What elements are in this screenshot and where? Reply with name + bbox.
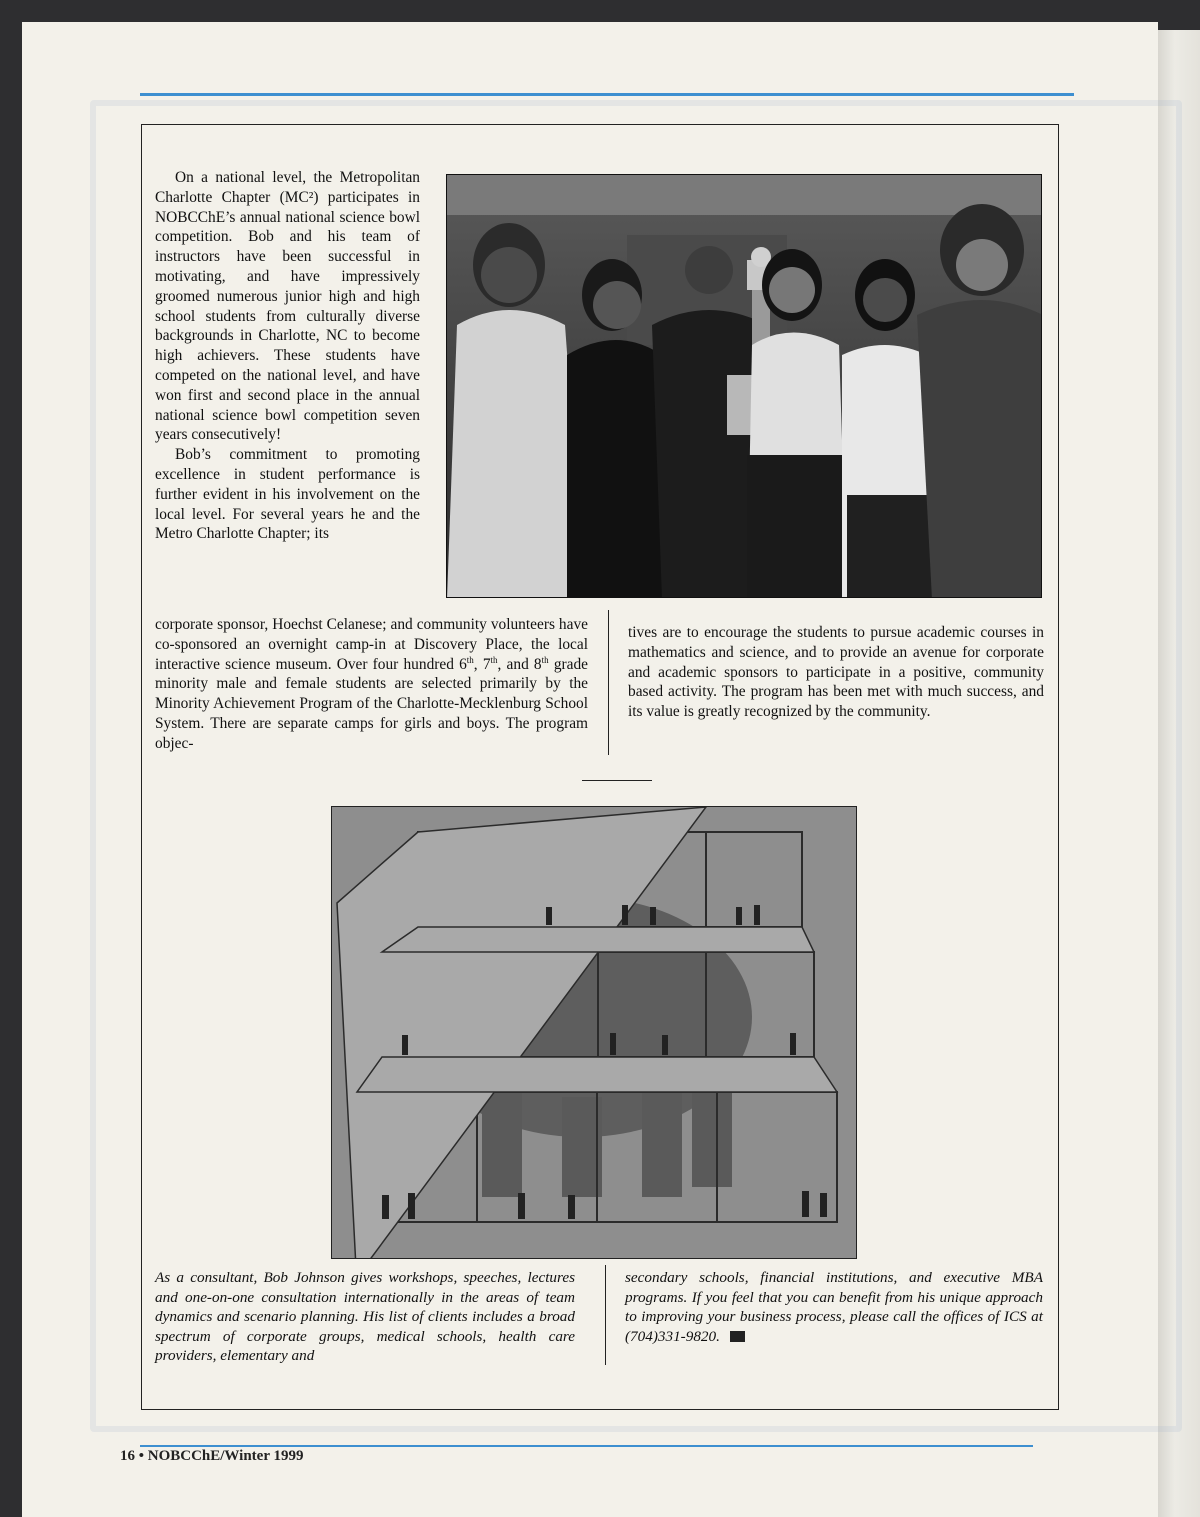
paragraph-local-level: Bob’s commitment to promoting excellence in student performance is further evident in his involvement on the local level. For several years he and the Metro Charlotte Chapter; its [155, 446, 420, 543]
caption-right: secondary schools, financial institutions, and executive MBA programs. If you feel that you can benefit from his unique approach to improving your business process, please call the offices of ICS at (704)331-9820. [625, 1269, 1043, 1345]
illustration-image [332, 807, 857, 1259]
caption-right-wrap [625, 1268, 1043, 1346]
top-accent-rule [140, 93, 1074, 96]
caption-divider [605, 1265, 606, 1365]
bottom-accent-rule [140, 1445, 1033, 1447]
article-column-bottom-left [155, 615, 588, 754]
page-footer: 16 • NOBCChE/Winter 1999 [120, 1448, 304, 1464]
article-column-top [155, 168, 420, 544]
paragraph-national-level: On a national level, the Metropolitan Charlotte Chapter (MC²) participates in NOBCChE’s annual national science bowl competition. Bob and his team of instructors have been successful in motivating, and have impressively groomed numerous junior high and high school students from culturally diverse backgrounds in Charlotte, NC to become high achievers. These students have competed on the national level, and have won first and second place in the annual national science bowl competition seven years consecutively! [155, 169, 420, 444]
end-mark-square [730, 1331, 745, 1342]
column-divider-top [608, 610, 609, 755]
caption-left: As a consultant, Bob Johnson gives workshops, speeches, lectures and one-on-one consultation internationally in the areas of team dynamics and scenario planning. His list of clients includes a broad spectrum of corporate groups, medical schools, health care providers, elementary and [155, 1269, 575, 1365]
paragraph-camp-in: corporate sponsor, Hoechst Celanese; and community volunteers have co-sponsored an overnight camp-in at Discovery Place, the local interactive science museum. Over four hundred 6th, 7th, and 8th grade minority male and female students are selected primarily by the Minority Achievement Program of the Charlotte-Mecklenburg School System. There are separate camps for girls and boys. The program objec- [155, 616, 589, 752]
trophy-group-photo [446, 174, 1042, 598]
elephant-in-boxes-illustration [331, 806, 857, 1259]
section-divider [582, 780, 652, 781]
photo-image [447, 175, 1042, 598]
paragraph-objectives: tives are to encourage the students to pursue academic courses in mathematics and science, and to provide an avenue for corporate and academic sponsors to participate in a positive, community based activity. The program has been met with much success, and its value is greatly recognized by the community. [628, 624, 1044, 721]
article-column-bottom-right [628, 623, 1044, 722]
